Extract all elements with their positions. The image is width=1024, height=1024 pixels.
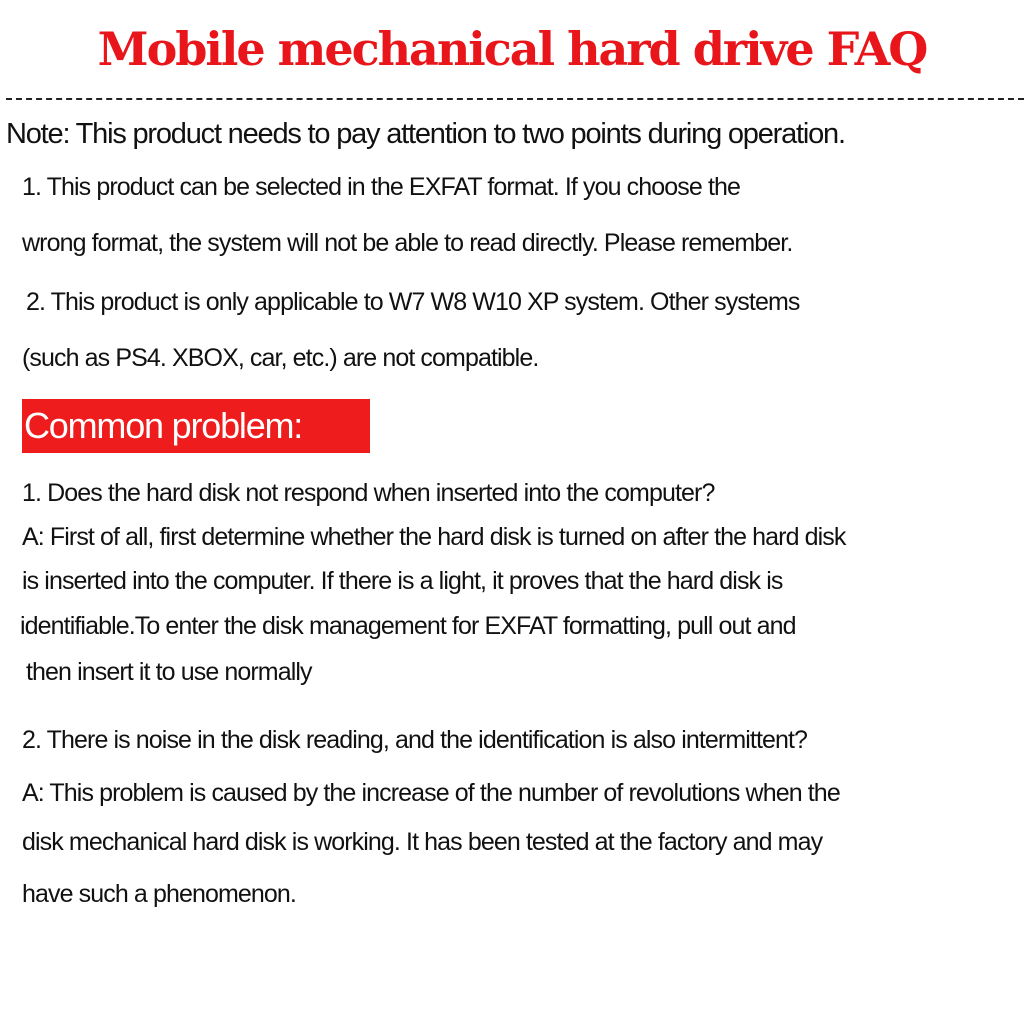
- note-heading: Note: This product needs to pay attention to two points during operation.: [6, 118, 845, 150]
- question-2: 2. There is noise in the disk reading, and the identification is also intermittent?: [22, 726, 808, 754]
- page-title: Mobile mechanical hard drive FAQ: [97, 22, 927, 76]
- answer-1-line-1: A: First of all, first determine whether the hard disk is turned on after the hard disk: [22, 523, 846, 551]
- answer-1-line-4: then insert it to use normally: [26, 658, 312, 686]
- answer-1-line-3: identifiable.To enter the disk management for EXFAT formatting, pull out and: [20, 612, 796, 640]
- note-point-2-line-1: 2. This product is only applicable to W7 W8 W10 XP system. Other systems: [26, 288, 800, 316]
- common-problem-heading-box: [22, 399, 370, 453]
- answer-1-line-2: is inserted into the computer. If there is a light, it proves that the hard disk is: [22, 567, 783, 595]
- dashed-divider: [6, 98, 1024, 100]
- note-point-1-line-1: 1. This product can be selected in the EXFAT format. If you choose the: [22, 173, 740, 201]
- question-1: 1. Does the hard disk not respond when inserted into the computer?: [22, 479, 715, 507]
- answer-2-line-2: disk mechanical hard disk is working. It has been tested at the factory and may: [22, 828, 823, 856]
- common-problem-heading: Common problem:: [24, 405, 303, 446]
- note-point-1-line-2: wrong format, the system will not be able to read directly. Please remember.: [22, 229, 793, 257]
- answer-2-line-3: have such a phenomenon.: [22, 880, 296, 908]
- answer-2-line-1: A: This problem is caused by the increase of the number of revolutions when the: [22, 779, 840, 807]
- note-point-2-line-2: (such as PS4. XBOX, car, etc.) are not compatible.: [22, 344, 539, 372]
